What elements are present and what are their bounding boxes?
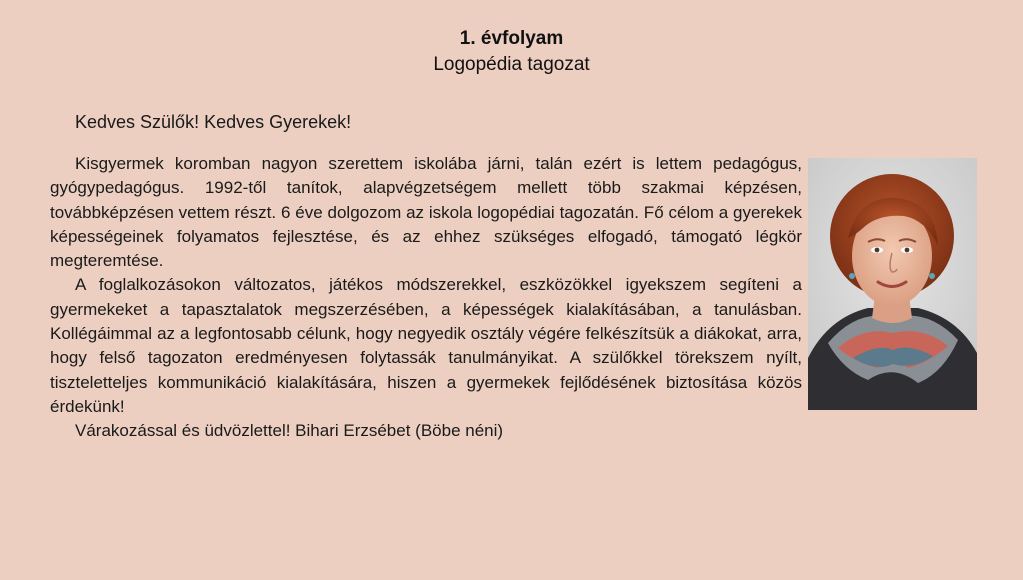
department-subheading: Logopédia tagozat [433, 54, 590, 75]
paragraph-introduction: Kisgyermek koromban nagyon szerettem iskolába járni, talán ezért is lettem pedagógus, gyógypedagógus. 1992-től tanítok, alapvégzetségem mellett több szakmai képzésen, továbbképzésen vettem részt. 6 éve dolgozom az iskola logopédiai tagozatán. Fő célom a gyerekek képességeinek folyamatos fejlesztése, és az ehhez szükséges elfogadó, támogató légkör megteremtése. [50, 154, 802, 271]
letter-greeting: Kedves Szülők! Kedves Gyerekek! [75, 112, 352, 132]
slide-title [0, 26, 1023, 78]
paragraph-methods: A foglalkozásokon változatos, játékos módszerekkel, eszközökkel igyekszem segíteni a gyermekeket a tapasztalatok megszerzésében, a képességek kialakításában, a tanulásban. Kollégáimmal az a legfontosabb célunk, hogy negyedik osztály végére felkészítsük a diákokat, arra, hogy felső tagozaton eredményesen folytassák tanulmányikat. A szülőkkel törekszem nyílt, tiszteletteljes kommunikáció kialakítására, hiszen a gyermekek fejlődésének biztosítása közös érdekünk! [50, 275, 802, 416]
grade-heading: 1. évfolyam [459, 28, 564, 49]
letter-body [50, 152, 860, 444]
letter-closing: Várakozással és üdvözlettel! Bihari Erzsébet (Böbe néni) [75, 421, 504, 441]
